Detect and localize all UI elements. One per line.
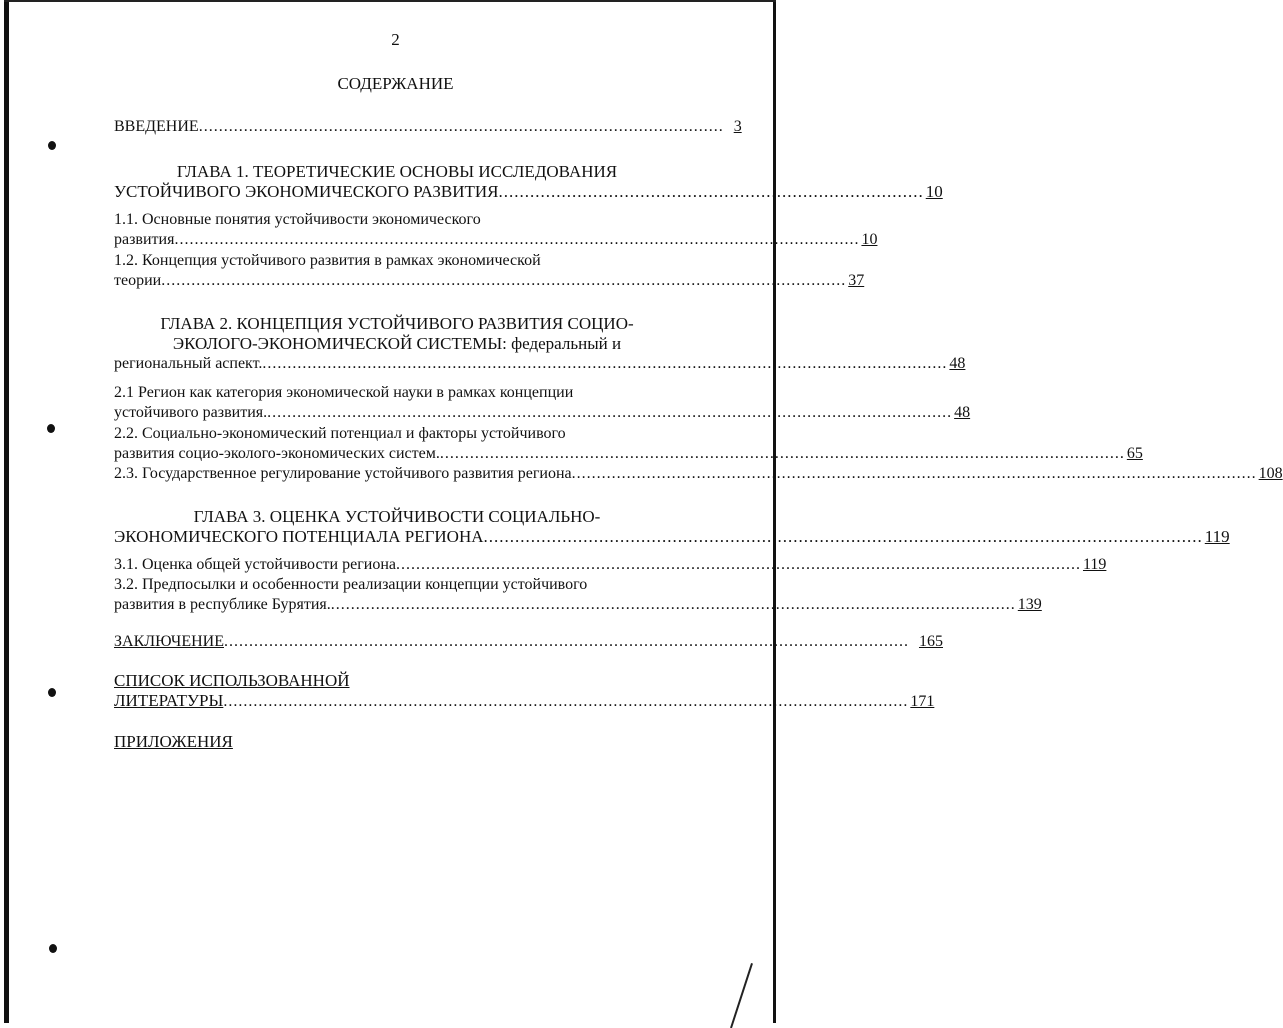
leader-dots: ......................................................................................................... bbox=[198, 118, 724, 135]
leader-dots: ......................................................................................................................................... bbox=[161, 272, 847, 289]
toc-entry-chapter2[interactable] bbox=[114, 354, 966, 374]
leader-dots: ......................................................................................................................................... bbox=[395, 556, 1081, 573]
toc-page-number: 171 bbox=[910, 693, 935, 710]
toc-entry-chapter3[interactable] bbox=[114, 527, 1230, 547]
toc-entry-3-1[interactable] bbox=[114, 555, 1107, 575]
toc-entry-2-3[interactable] bbox=[114, 464, 1283, 484]
toc-entry-text: 2.2. Социально-экономический потенциал и факторы устойчивого bbox=[114, 425, 566, 442]
toc-entry-text: теории bbox=[114, 272, 162, 289]
toc-entry-text: развития bbox=[114, 231, 175, 248]
toc-entry-text: 3.1. Оценка общей устойчивости региона bbox=[114, 556, 396, 573]
toc-page-number: 10 bbox=[861, 231, 878, 248]
toc-page-number: 119 bbox=[1082, 556, 1107, 573]
toc-entry-intro[interactable] bbox=[114, 117, 742, 137]
toc-chapter2-line2: ЭКОЛОГО-ЭКОНОМИЧЕСКОЙ СИСТЕМЫ: федеральный и bbox=[172, 334, 622, 353]
toc-entry-text: развития в республике Бурятия. bbox=[114, 596, 331, 613]
toc-entry-1-1[interactable] bbox=[114, 230, 878, 250]
toc-entry-text: развития социо-эколого-экономических систем. bbox=[114, 445, 440, 462]
toc-entry-text: ЗАКЛЮЧЕНИЕ bbox=[114, 633, 224, 650]
toc-entry-text: УСТОЙЧИВОГО ЭКОНОМИЧЕСКОГО РАЗВИТИЯ bbox=[114, 182, 499, 201]
toc-page-number: 48 bbox=[954, 404, 971, 421]
toc-entry-chapter1[interactable] bbox=[114, 182, 943, 202]
toc-chapter1-line1: ГЛАВА 1. ТЕОРЕТИЧЕСКИЕ ОСНОВЫ ИССЛЕДОВАНИЯ bbox=[176, 162, 618, 181]
toc-entry-text: региональный аспект. bbox=[114, 355, 263, 372]
toc-entry-2-1[interactable] bbox=[114, 403, 971, 423]
toc-entry-text: 2.1 Регион как категория экономической науки в рамках концепции bbox=[114, 384, 574, 401]
toc-page-number: 119 bbox=[1204, 527, 1230, 546]
toc-entry-text: 3.2. Предпосылки и особенности реализации концепции устойчивого bbox=[114, 576, 588, 593]
leader-dots: ......................................................................................................................................... bbox=[262, 355, 948, 372]
toc-page-number: 3 bbox=[733, 118, 742, 135]
leader-dots: ......................................................................................................................................... bbox=[223, 633, 909, 650]
toc-entry-3-2[interactable] bbox=[114, 595, 1042, 615]
toc-entry-text: 2.3. Государственное регулирование устойчивого развития региона bbox=[114, 465, 572, 482]
toc-page-number: 108 bbox=[1258, 465, 1283, 482]
leader-dots: ......................................................................................................................................... bbox=[174, 231, 860, 248]
toc-entry-text: ЛИТЕРАТУРЫ bbox=[114, 691, 224, 710]
toc-entry-text: СПИСОК ИСПОЛЬЗОВАННОЙ bbox=[114, 671, 350, 690]
toc-chapter3-line1: ГЛАВА 3. ОЦЕНКА УСТОЙЧИВОСТИ СОЦИАЛЬНО- bbox=[193, 507, 601, 526]
toc-entry-2-2[interactable] bbox=[114, 444, 1143, 464]
leader-dots: ......................................................................................................................................... bbox=[571, 465, 1257, 482]
toc-entry-bibliography[interactable] bbox=[114, 691, 935, 711]
toc-page-number: 48 bbox=[949, 355, 966, 372]
toc-entry-text: устойчивого развития. bbox=[114, 404, 268, 421]
toc-page-number: 10 bbox=[925, 182, 943, 201]
toc-page-number: 65 bbox=[1126, 445, 1143, 462]
leader-dots: ......................................................................................................................................... bbox=[439, 445, 1125, 462]
toc-page-number: 37 bbox=[848, 272, 865, 289]
page-title: СОДЕРЖАНИЕ bbox=[337, 74, 454, 93]
page-number: 2 bbox=[391, 30, 400, 49]
toc-entry-conclusion[interactable] bbox=[114, 632, 943, 652]
toc-entry-text: 1.1. Основные понятия устойчивости экономического bbox=[114, 211, 481, 228]
toc-entry-text: ВВЕДЕНИЕ bbox=[114, 118, 199, 135]
toc-page-number: 139 bbox=[1017, 596, 1042, 613]
toc-entry-text: ЭКОНОМИЧЕСКОГО ПОТЕНЦИАЛА РЕГИОНА bbox=[114, 527, 484, 546]
toc-page-number: 165 bbox=[918, 633, 943, 650]
toc-entry-text: 1.2. Концепция устойчивого развития в рамках экономической bbox=[114, 252, 541, 269]
toc-entry-appendix[interactable]: ПРИЛОЖЕНИЯ bbox=[114, 732, 233, 751]
leader-dots: ......................................................................................................................................... bbox=[483, 527, 1203, 546]
leader-dots: ......................................................................................................................................... bbox=[223, 693, 909, 710]
leader-dots: ................................................................................. bbox=[498, 182, 924, 201]
toc-entry-1-2[interactable] bbox=[114, 271, 865, 291]
toc-chapter2-line1: ГЛАВА 2. КОНЦЕПЦИЯ УСТОЙЧИВОГО РАЗВИТИЯ СОЦИО- bbox=[160, 314, 634, 333]
leader-dots: ......................................................................................................................................... bbox=[267, 404, 953, 421]
leader-dots: ......................................................................................................................................... bbox=[330, 596, 1016, 613]
